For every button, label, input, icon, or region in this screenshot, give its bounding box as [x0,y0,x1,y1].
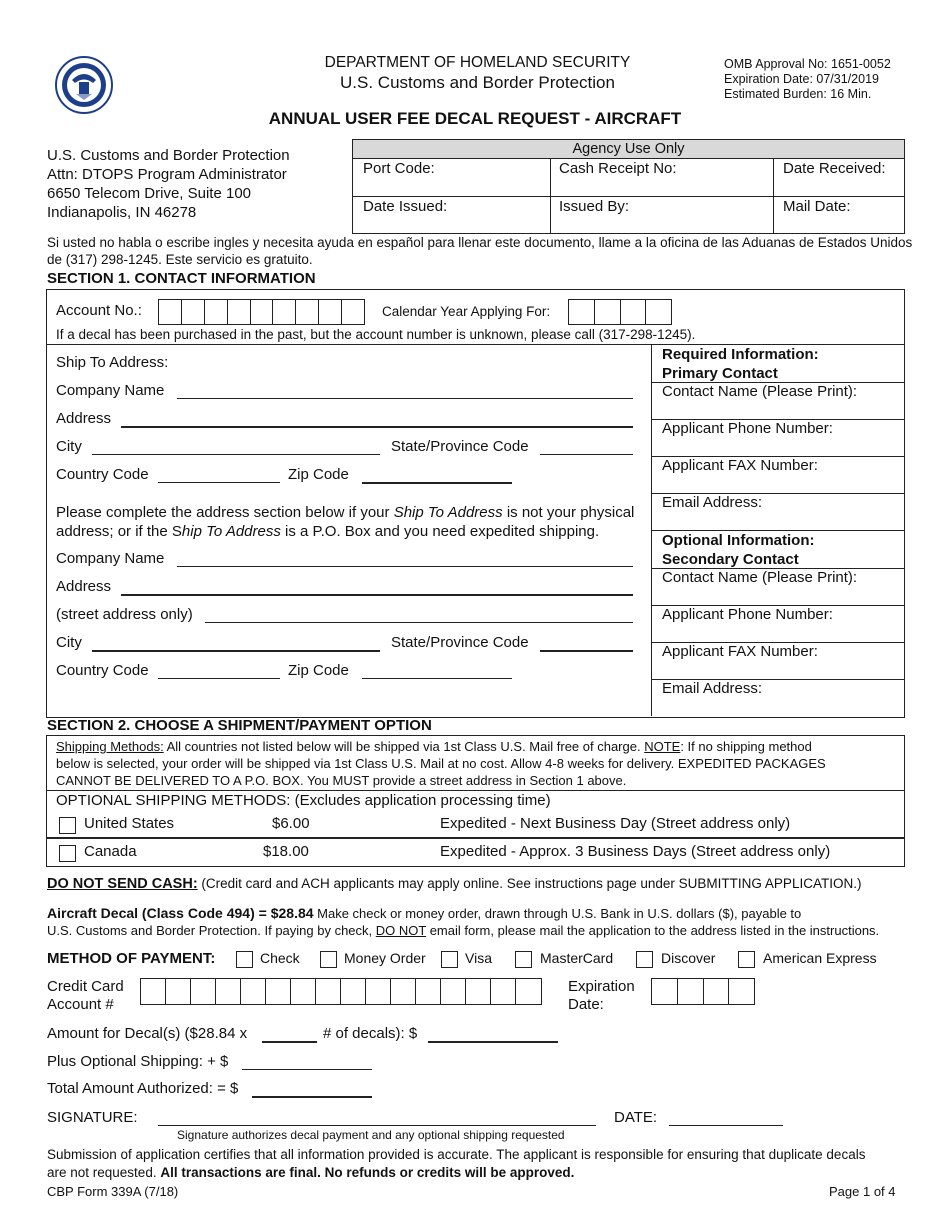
company-name-label-2: Company Name [56,550,165,567]
zip-code-input[interactable] [362,482,512,484]
omb-approval: OMB Approval No: 1651-0052 [724,57,891,71]
country-code-input[interactable] [158,482,280,483]
visa-label: Visa [465,950,492,966]
shipping-text: All countries not listed below will be shipped via 1st Class U.S. Mail free of charge. [163,739,645,754]
estimated-burden: Estimated Burden: 16 Min. [724,87,872,101]
zip-code-label-2: Zip Code [288,662,349,679]
country-code-label-2: Country Code [56,662,149,679]
decal-price-notice [47,905,917,939]
primary-contact-name-field[interactable]: Contact Name (Please Print): [662,383,858,400]
signature-note: Signature authorizes decal payment and any optional shipping requested [177,1128,565,1142]
primary-fax-field[interactable]: Applicant FAX Number: [662,457,818,474]
optional-methods-label: OPTIONAL SHIPPING METHODS: (Excludes application processing time) [56,792,551,809]
optional-info-label: Optional Information: [662,532,815,549]
state-label: State/Province Code [391,438,529,455]
decal-amount-input[interactable] [428,1041,558,1043]
shipping-text: CANNOT BE DELIVERED TO A P.O. BOX. You MUST provide a street address in Section 1 above. [56,773,627,788]
credit-card-input[interactable] [140,978,542,1005]
secondary-contact-name-field[interactable]: Contact Name (Please Print): [662,569,858,586]
signature-input[interactable] [158,1125,596,1126]
canada-shipping-price: $18.00 [263,843,309,860]
visa-checkbox[interactable] [441,951,458,968]
certification-line-2: are not requested. [47,1165,161,1180]
company-name-label: Company Name [56,382,165,399]
note-label: NOTE [644,739,681,754]
state-input-2[interactable] [540,650,633,652]
city-input[interactable] [92,454,380,455]
certification-line-1: Submission of application certifies that all information provided is accurate. The applicant is responsible for ensuring that duplicate decals [47,1147,866,1162]
canada-shipping-desc: Expedited - Approx. 3 Business Days (Street address only) [440,843,831,860]
street-only-input[interactable] [205,622,633,623]
agency-use-table [352,139,905,234]
city-input-2[interactable] [92,650,380,652]
calendar-year-label: Calendar Year Applying For: [382,304,551,319]
date-issued-field[interactable]: Date Issued: [363,198,448,215]
company-name-input[interactable] [177,398,633,399]
total-amount-input[interactable] [252,1096,372,1098]
mail-address-line-4: Indianapolis, IN 46278 [47,204,197,221]
shipping-text: : If no shipping method [680,739,812,754]
address-input-2[interactable] [121,594,633,596]
required-info-label: Required Information: [662,346,819,363]
form-title: ANNUAL USER FEE DECAL REQUEST - AIRCRAFT [268,109,682,128]
decal-count-input[interactable] [262,1041,317,1043]
money-order-checkbox[interactable] [320,951,337,968]
final-transactions-text: All transactions are final. No refunds or credits will be approved. [160,1165,575,1180]
optional-info-heading [662,531,814,569]
state-label-2: State/Province Code [391,634,529,651]
check-label: Check [260,950,300,966]
country-code-label: Country Code [56,466,149,483]
amex-checkbox[interactable] [738,951,755,968]
total-amount-label: Total Amount Authorized: = $ [47,1080,239,1097]
note-italic: hip To Address [181,523,281,540]
expiration-date-input[interactable] [651,978,755,1005]
secondary-email-field[interactable]: Email Address: [662,680,763,697]
us-shipping-checkbox[interactable] [59,817,76,834]
company-name-input-2[interactable] [177,566,633,567]
cash-receipt-field[interactable]: Cash Receipt No: [559,160,677,177]
us-shipping-desc: Expedited - Next Business Day (Street address only) [440,815,791,832]
date-label: DATE: [614,1109,658,1126]
section2-title: SECTION 2. CHOOSE A SHIPMENT/PAYMENT OPTION [47,717,432,734]
secondary-contact-label: Secondary Contact [662,551,799,568]
decal-text: email form, please mail the application to the address listed in the instructions. [426,923,880,938]
plus-shipping-label: Plus Optional Shipping: + $ [47,1053,229,1070]
expiration-label [568,978,635,1014]
mail-address-line-2: Attn: DTOPS Program Administrator [47,166,287,183]
canada-shipping-checkbox[interactable] [59,845,76,862]
address-label: Address [56,410,112,427]
issued-by-field[interactable]: Issued By: [559,198,630,215]
zip-code-label: Zip Code [288,466,349,483]
spanish-note: Si usted no habla o escribe ingles y necesita ayuda en español para llenar este documento, llame a la oficina de las Aduanas de Estados Unidos de (317) 298-1245. Este servicio es gratuito. [47,235,913,267]
city-label-2: City [56,634,82,651]
address-input[interactable] [121,426,633,428]
mail-address-line-3: 6650 Telecom Drive, Suite 100 [47,185,252,202]
decal-count-label: # of decals): $ [323,1025,418,1042]
section1-title: SECTION 1. CONTACT INFORMATION [47,270,316,287]
date-received-field[interactable]: Date Received: [783,160,886,177]
address-label-2: Address [56,578,112,595]
do-not-text: DO NOT [375,923,427,938]
discover-label: Discover [661,950,716,966]
city-label: City [56,438,82,455]
method-of-payment-label: METHOD OF PAYMENT: [47,950,216,967]
note-text: Please complete the address section below if your [56,504,394,521]
agency-use-header: Agency Use Only [353,140,904,159]
secondary-phone-field[interactable]: Applicant Phone Number: [662,606,833,623]
dhs-seal-logo [55,56,113,114]
shipping-text: below is selected, your order will be shipped via 1st Class U.S. Mail at no cost. Allow 4-8 weeks for delivery. EXPEDITED PACKAGES [56,756,826,771]
plus-shipping-input[interactable] [242,1069,372,1070]
no-cash-text: (Credit card and ACH applicants may apply online. See instructions page under SUBMITTING APPLICATION.) [197,876,862,891]
decal-price-label: Aircraft Decal (Class Code 494) = $28.84 [47,905,314,921]
account-no-label: Account No.: [56,302,142,319]
dept-name: DEPARTMENT OF HOMELAND SECURITY [324,54,631,71]
canada-shipping-label: Canada [84,843,137,860]
account-note: If a decal has been purchased in the past, but the account number is unknown, please call (317-298-1245). [56,327,696,342]
note-text: address; or if the S [56,523,182,540]
expiration-label-line-1: Expiration [568,978,635,995]
shipping-methods-label: Shipping Methods: [56,739,164,754]
us-shipping-price: $6.00 [272,815,310,832]
secondary-fax-field[interactable]: Applicant FAX Number: [662,643,818,660]
primary-phone-field[interactable]: Applicant Phone Number: [662,420,833,437]
no-cash-notice [47,876,861,892]
decal-text: Make check or money order, drawn through U.S. Bank in U.S. dollars ($), payable to [313,906,802,921]
mastercard-label: MasterCard [540,950,614,966]
amount-decals-label: Amount for Decal(s) ($28.84 x [47,1025,248,1042]
us-shipping-label: United States [84,815,175,832]
no-cash-label: DO NOT SEND CASH: [47,876,198,892]
street-only-label: (street address only) [56,606,193,623]
expiration-date: Expiration Date: 07/31/2019 [724,72,879,86]
primary-email-field[interactable]: Email Address: [662,494,763,511]
amex-label: American Express [763,950,877,966]
note-text: is not your physical [502,504,635,521]
mail-date-field[interactable]: Mail Date: [783,198,851,215]
port-code-field[interactable]: Port Code: [363,160,435,177]
credit-card-label [47,978,124,1014]
note-italic: Ship To Address [393,504,503,521]
discover-checkbox[interactable] [636,951,653,968]
money-order-label: Money Order [344,950,426,966]
signature-label: SIGNATURE: [47,1109,138,1126]
ship-to-label: Ship To Address: [56,354,169,371]
check-checkbox[interactable] [236,951,253,968]
required-info-heading [662,345,819,383]
mail-address-line-1: U.S. Customs and Border Protection [47,147,290,164]
page-number: Page 1 of 4 [829,1184,896,1199]
agency-name: U.S. Customs and Border Protection [340,73,615,92]
calendar-year-input[interactable] [568,299,672,325]
mastercard-checkbox[interactable] [515,951,532,968]
expiration-label-line-2: Date: [568,996,604,1013]
credit-card-label-line-2: Account # [47,996,114,1013]
shipping-methods-text [56,738,901,789]
date-input[interactable] [669,1125,783,1126]
alt-address-note [56,503,646,541]
note-text: is a P.O. Box and you need expedited shipping. [280,523,600,540]
primary-contact-label: Primary Contact [662,365,778,382]
state-input[interactable] [540,454,633,455]
account-no-input[interactable] [158,299,365,325]
credit-card-label-line-1: Credit Card [47,978,124,995]
form-number: CBP Form 339A (7/18) [47,1184,179,1199]
zip-code-input-2[interactable] [362,678,512,679]
decal-text: U.S. Customs and Border Protection. If paying by check, [47,923,376,938]
certification-text [47,1146,917,1182]
country-code-input-2[interactable] [158,678,280,679]
